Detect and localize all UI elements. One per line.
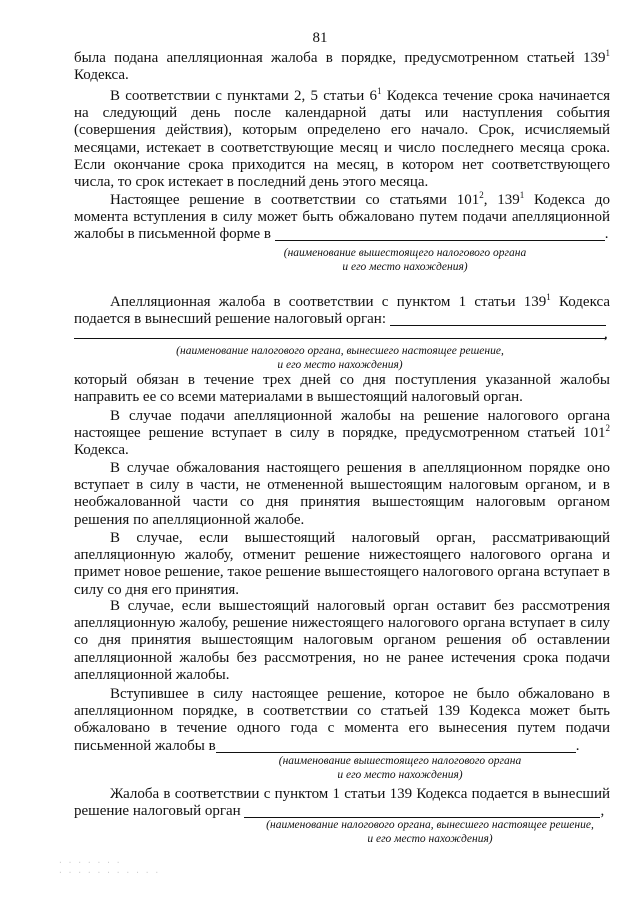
fill-in-line: [275, 227, 605, 241]
footnote-higher-authority-2: (наименование вышестоящего налогового органа и его место нахождения): [278, 755, 522, 781]
paragraph-without-consideration: В случае, если вышестоящий налоговый орган оставит без рассмотрения апелляционную жалобу, решение нижестоящего налогового органа вступает в силу со дня принятия вышестоящим налоговым органом решения об оставлении апелляционной жалобы без рассмотрения, но не ранее истечения срока подачи апелляционной жалобы.: [74, 598, 610, 683]
document-page: 81 была подана апелляционная жалоба в порядке, предусмотренном статьей $139^1$ Кодекса. В соответствии с пунктами 2, 5 статьи $6^1$ Кодекса течение срока начинается на следующий день после календарной даты или наступления события (совершения действия), которым определено его начало. Срок, исчисляемый месяцами, истекает в соответствующие месяц и число последнего месяца срока. Если окончание срока приходится на месяц, в котором нет соответствующего числа, то срок истекает в последний день этого месяца. Настоящее решение в соответствии со статьями $101^2$, $139^1$ Кодекса до момента вступления в силу может быть обжаловано путем подачи апелляционной жалобы в письменной форме в . (наименование вышестоящего налогового органа и его место нахождения) Апелляционная жалоба в соответствии с пунктом 1 статьи $139^1$ Кодекса подается в вынесший решение налоговый орган: , (наименование налогового органа, вынесшего настоящее решение, и его место нахождения) который обязан в течение трех дней со дня поступления указанной жалобы направить ее со всеми материалами в вышестоящий налоговый орган. В случае подачи апелляционной жалобы на решение налогового органа настоящее решение вступает в силу в порядке, предусмотренном статьей $101^2$ Кодекса. В случае обжалования настоящего решения в апелляционном порядке оно вступает в силу в части, не отмененной вышестоящим налоговым органом, и в необжалованной части со дня принятия вышестоящим налоговым органом решения по апелляционной жалобе. В случае, если вышестоящий налоговый орган, рассматривающий апелляционную жалобу, отменит решение нижестоящего налогового органа и примет новое решение, такое решение вышестоящего налогового органа вступает в силу со дня его принятия. В случае, если вышестоящий налоговый орган оставит без рассмотрения апелляционную жалобу, решение нижестоящего налогового органа вступает в силу со дня принятия вышестоящим налоговым органом решения об оставлении апелляционной жалобы без рассмотрения, но не ранее истечения срока подачи апелляционной жалобы. Вступившее в силу настоящее решение, которое не было обжаловано в апелляционном порядке, в соответствии со статьей 139 Кодекса может быть обжаловано в течение одного года с момента его вынесения путем подачи письменной жалобы в . (наименование вышестоящего налогового органа и его место нахождения) Жалоба в соответствии с пунктом 1 статьи 139 Кодекса подается в вынесший решение налоговый орган , (наименование налогового органа, вынесшего настоящее решение, и его место нахождения) · · · · · · · · · · · · · · · · · ·: [0, 0, 640, 905]
paragraph-three-days: который обязан в течение трех дней со дня поступления указанной жалобы направить ее со всеми материалами в вышестоящий налоговый орган.: [74, 372, 610, 406]
faint-scan-stamp: · · · · · · · · · · · · · · · · · ·: [58, 858, 160, 877]
paragraph-term-calculation: В соответствии с пунктами 2, 5 статьи $6^1$ Кодекса течение срока начинается на следующий день после календарной даты или наступления события (совершения действия), которым определено его начало. Срок, исчисляемый месяцами, истекает в соответствующие месяц и число последнего месяца срока. Если окончание срока приходится на месяц, в котором нет соответствующего числа, то срок истекает в последний день этого месяца.: [74, 86, 611, 191]
fill-in-line: [244, 804, 600, 818]
footnote-issuing-authority: (наименование налогового органа, вынесшего настоящее решение, и его место нахождения): [176, 345, 504, 371]
footnote-issuing-authority-2: (наименование налогового органа, вынесшего настоящее решение, и его место нахождения): [266, 819, 594, 845]
fill-in-line: [390, 312, 606, 326]
paragraph-appeal-right: Настоящее решение в соответствии со статьями $101^2$, $139^1$ Кодекса до момента вступления в силу может быть обжаловано путем подачи апелляционной жалобы в письменной форме в .: [74, 190, 610, 243]
paragraph-one-year-appeal: Вступившее в силу настоящее решение, которое не было обжаловано в апелляционном порядке, в соответствии со статьей 139 Кодекса может быть обжаловано в течение одного года с момента его вынесения путем подачи письменной жалобы в .: [74, 686, 610, 754]
paragraph-entry-into-force: В случае подачи апелляционной жалобы на решение налогового органа настоящее решение вступает в силу в порядке, предусмотренном статьей $101^2$ Кодекса.: [74, 408, 610, 459]
paragraph-new-decision: В случае, если вышестоящий налоговый орган, рассматривающий апелляционную жалобу, отменит решение нижестоящего налогового органа и примет новое решение, такое решение вышестоящего налогового органа вступает в силу со дня его принятия.: [74, 530, 610, 598]
footnote-higher-authority: (наименование вышестоящего налогового органа и его место нахождения): [283, 247, 527, 273]
paragraph-appeal-filed: была подана апелляционная жалоба в порядке, предусмотренном статьей $139^1$ Кодекса.: [74, 48, 610, 84]
fill-in-line: [216, 739, 576, 753]
paragraph-partial-force: В случае обжалования настоящего решения в апелляционном порядке оно вступает в силу в части, не отмененной вышестоящим налоговым органом, и в необжалованной части со дня принятия вышестоящим налоговым органом решения по апелляционной жалобе.: [74, 460, 610, 528]
fill-in-line: [74, 338, 606, 339]
page-number: 81: [312, 30, 328, 46]
paragraph-appeal-submission: Апелляционная жалоба в соответствии с пунктом 1 статьи $139^1$ Кодекса подается в вынесший решение налоговый орган:: [74, 292, 611, 328]
paragraph-complaint-submission: Жалоба в соответствии с пунктом 1 статьи 139 Кодекса подается в вынесший решение налоговый орган ,: [74, 786, 610, 820]
